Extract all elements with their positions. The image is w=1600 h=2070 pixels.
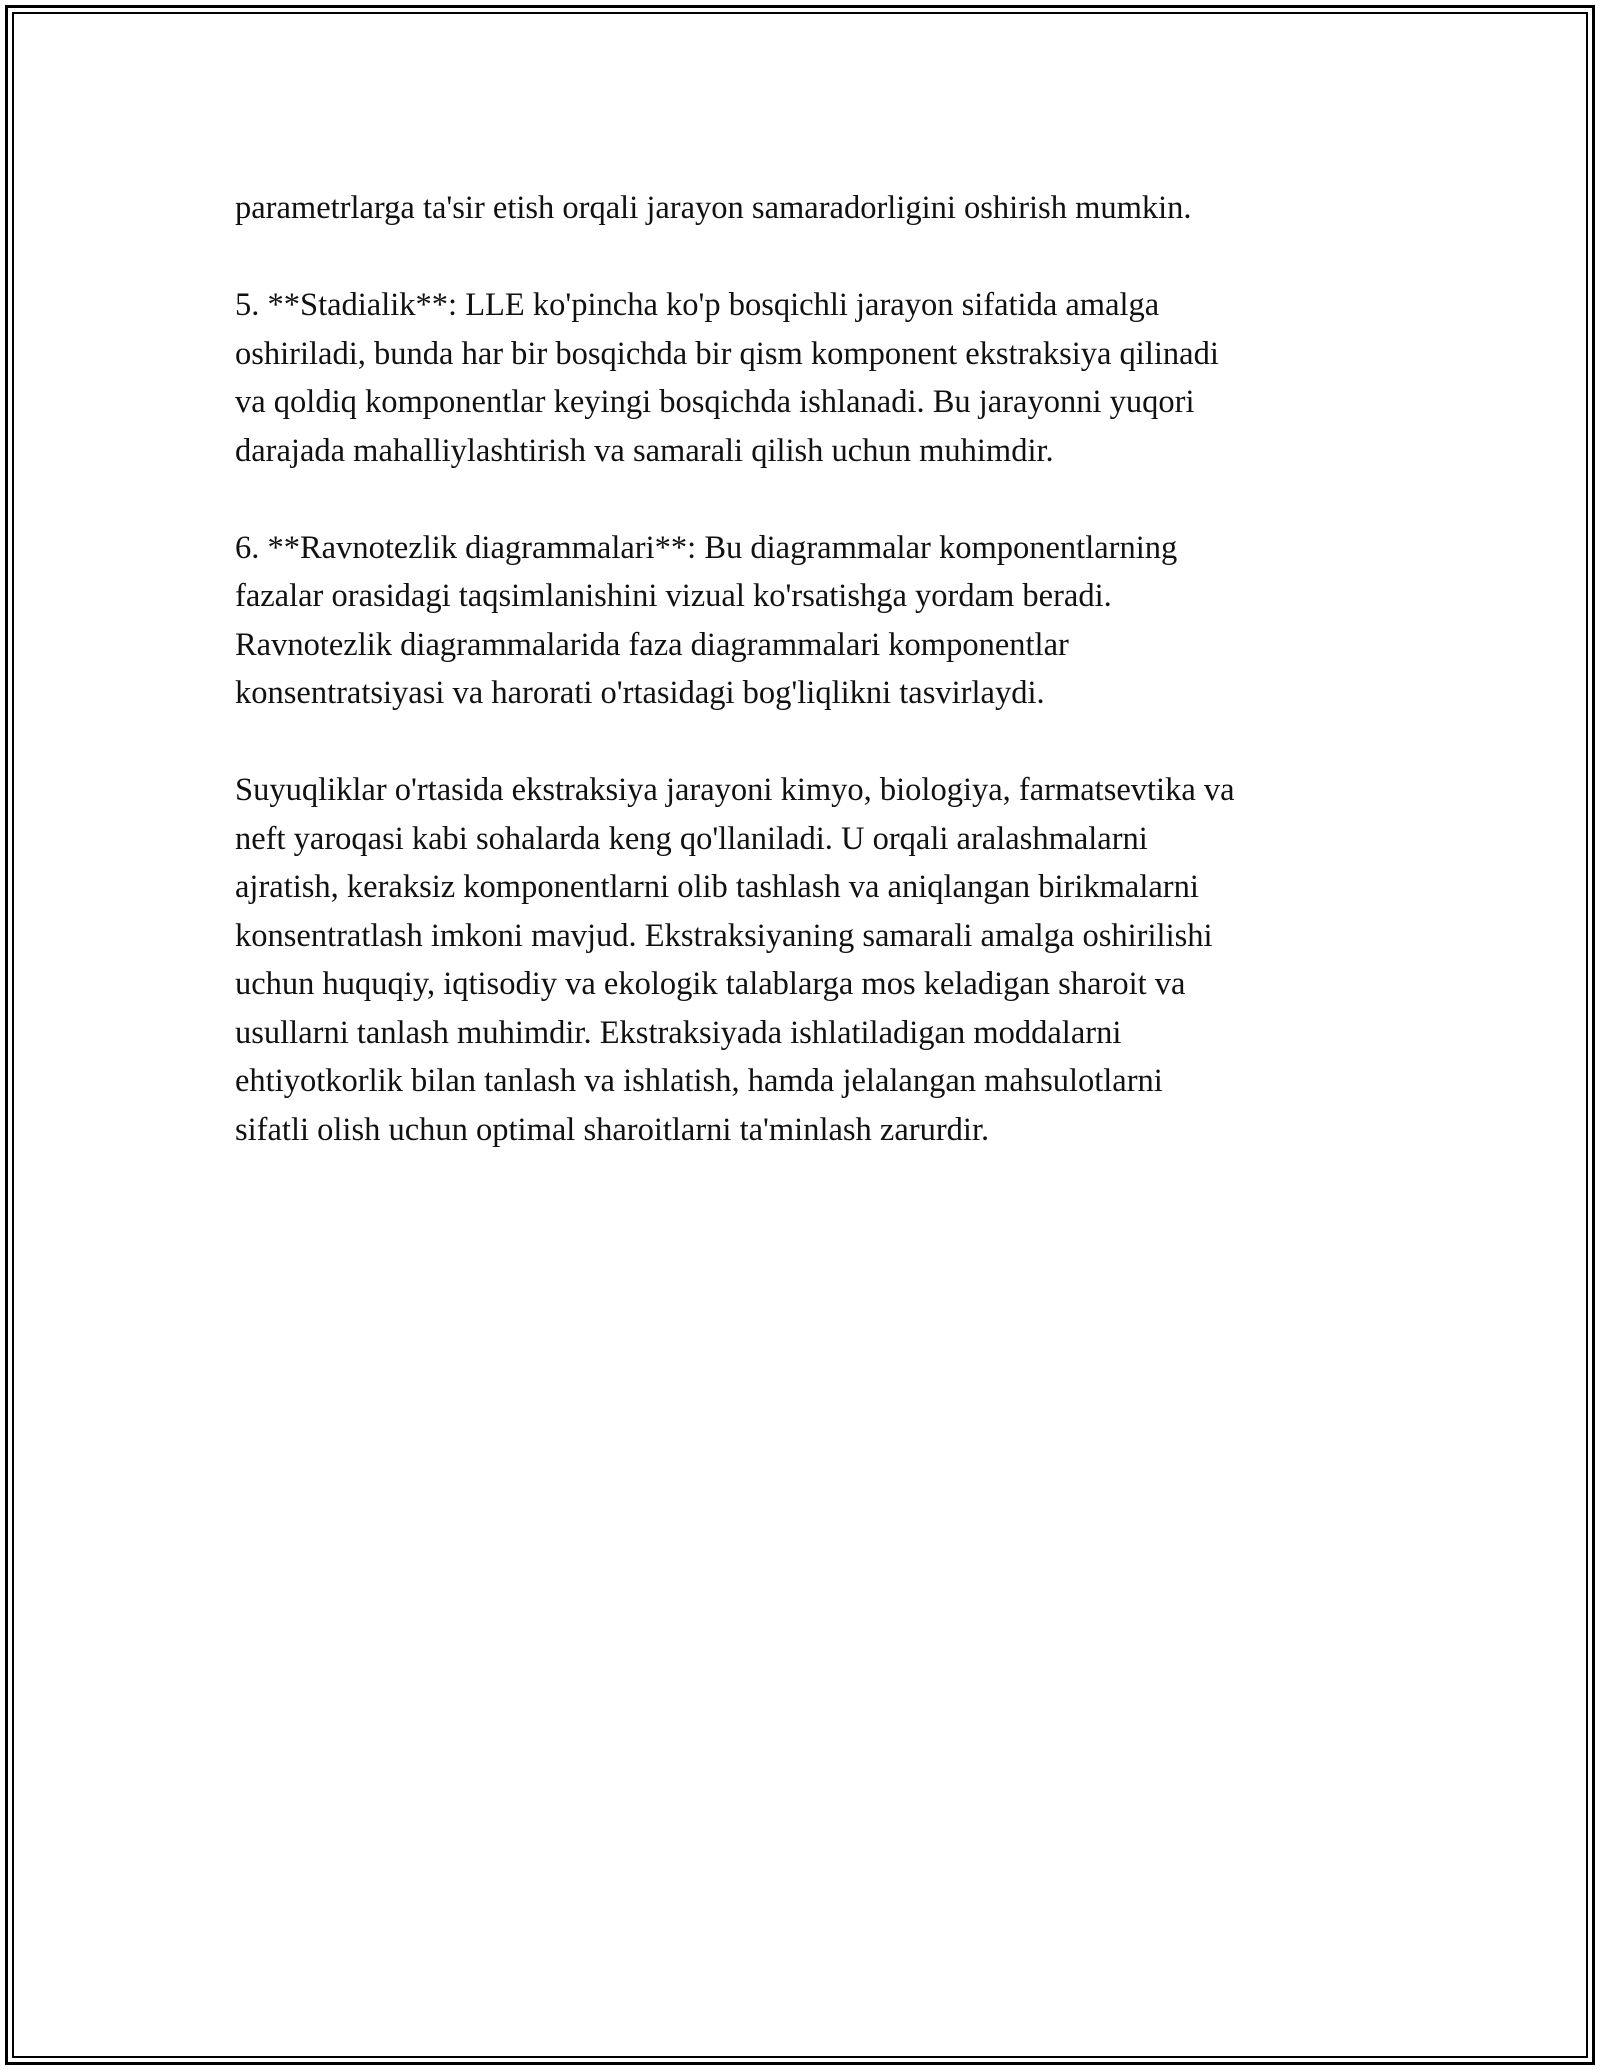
document-body bbox=[235, 184, 1375, 1203]
paragraph-summary: Suyuqliklar o'rtasida ekstraksiya jarayoni kimyo, biologiya, farmatsevtika va neft yaroqasi kabi sohalarda keng qo'llaniladi. U orqali aralashmalarni ajratish, keraksiz komponentlarni olib tashlash va aniqlangan birikmalarni konsentratlash imkoni mavjud. Ekstraksiyaning samarali amalga oshirilishi uchun huquqiy, iqtisodiy va ekologik talablarga mos keladigan sharoit va usullarni tanlash muhimdir. Ekstraksiyada ishlatiladigan moddalarni ehtiyotkorlik bilan tanlash va ishlatish, hamda jelalangan mahsulotlarni sifatli olish uchun optimal sharoitlarni ta'minlash zarurdir. bbox=[235, 772, 1235, 1148]
paragraph-continuation: parametrlarga ta'sir etish orqali jarayon samaradorligini oshirish mumkin. bbox=[235, 190, 1192, 226]
paragraph-ravnotezlik-diagrammalari: 6. **Ravnotezlik diagrammalari**: Bu diagrammalar komponentlarning fazalar orasidagi taqsimlanishini vizual ko'rsatishga yordam beradi. Ravnotezlik diagrammalarida faza diagrammalari komponentlar konsentratsiyasi va harorati o'rtasidagi bog'liqlikni tasvirlaydi. bbox=[235, 529, 1178, 711]
paragraph-stadialik: 5. **Stadialik**: LLE ko'pincha ko'p bosqichli jarayon sifatida amalga oshiriladi, bunda har bir bosqichda bir qism komponent ekstraksiya qilinadi va qoldiq komponentlar keyingi bosqichda ishlanadi. Bu jarayonni yuqori darajada mahalliylashtirish va samarali qilish uchun muhimdir. bbox=[235, 287, 1219, 469]
